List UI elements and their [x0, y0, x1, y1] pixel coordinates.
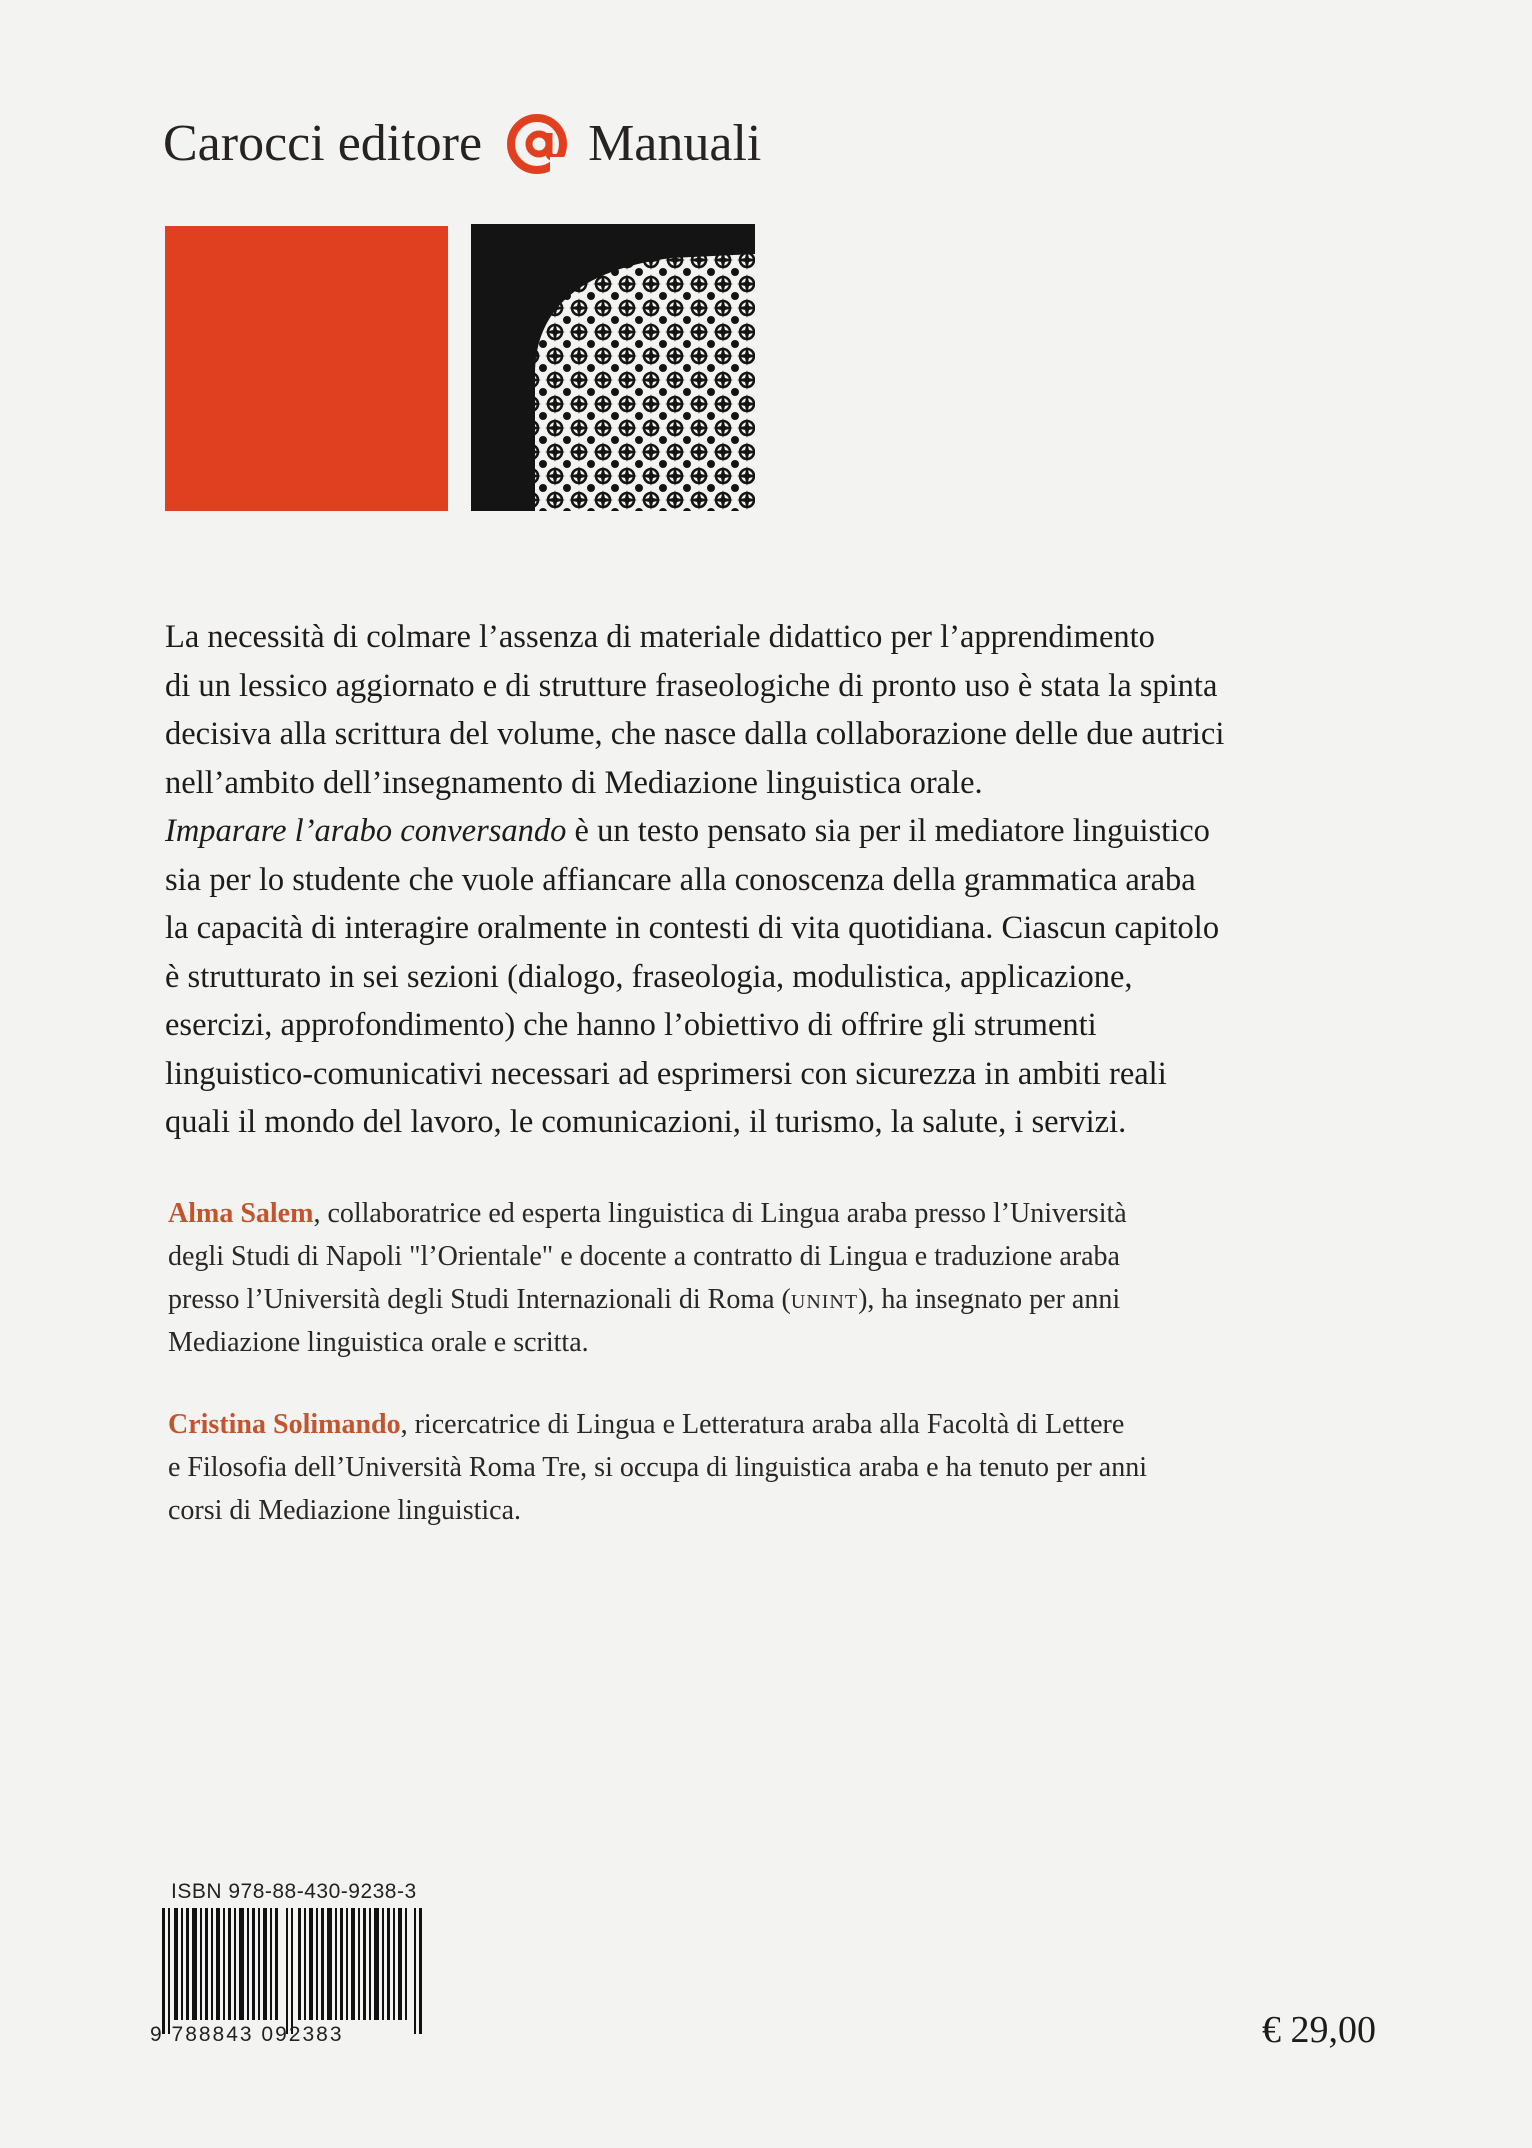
- bio-line: corsi di Mediazione linguistica.: [168, 1495, 522, 1526]
- university-abbreviation: unint: [790, 1284, 859, 1315]
- barcode-digits: 9 788843 092383: [150, 2023, 344, 2046]
- bio-line: Alma Salem, collaboratrice ed esperta linguistica di Lingua araba presso l’Università: [168, 1198, 1127, 1229]
- series-name: Manuali: [588, 115, 762, 172]
- bio-line: Mediazione linguistica orale e scritta.: [168, 1327, 589, 1358]
- description-line: decisiva alla scrittura del volume, che nasce dalla collaborazione delle due autrici: [165, 716, 1225, 752]
- description-line: sia per lo studente che vuole affiancare alla conoscenza della grammatica araba: [165, 861, 1196, 898]
- bio-line: degli Studi di Napoli "l’Orientale" e docente a contratto di Lingua e traduzione araba: [168, 1241, 1120, 1272]
- description-line: La necessità di colmare l’assenza di materiale didattico per l’apprendimento: [165, 619, 1155, 655]
- author-name: Cristina Solimando: [168, 1409, 401, 1440]
- description-line: esercizi, approfondimento) che hanno l’obiettivo di offrire gli strumenti: [165, 1007, 1097, 1043]
- description-line: di un lessico aggiornato e di strutture fraseologiche di pronto uso è stata la spinta: [165, 667, 1218, 704]
- description-line: la capacità di interagire oralmente in contesti di vita quotidiana. Ciascun capitolo: [165, 910, 1220, 946]
- book-description: [165, 613, 1415, 1147]
- bio-line: Cristina Solimando, ricercatrice di Lingua e Letteratura araba alla Facoltà di Lettere: [168, 1409, 1125, 1440]
- description-line: Imparare l’arabo conversando è un testo pensato sia per il mediatore linguistico: [165, 813, 1210, 849]
- description-line: nell’ambito dell’insegnamento di Mediazione linguistica orale.: [165, 764, 983, 801]
- book-title: Imparare l’arabo conversando: [165, 813, 567, 849]
- description-line: quali il mondo del lavoro, le comunicazioni, il turismo, la salute, i servizi.: [165, 1104, 1127, 1140]
- description-line: linguistico-comunicativi necessari ad esprimersi con sicurezza in ambiti reali: [165, 1055, 1167, 1092]
- description-line: è strutturato in sei sezioni (dialogo, fraseologia, modulistica, applicazione,: [165, 958, 1133, 995]
- publisher-header: [163, 113, 761, 175]
- red-block: [165, 226, 448, 511]
- price-label: € 29,00: [1262, 2009, 1376, 2051]
- publisher-name: Carocci editore: [163, 115, 483, 172]
- isbn-label: ISBN 978-88-430-9238-3: [171, 1880, 417, 1903]
- bio-line: e Filosofia dell’Università Roma Tre, si occupa di linguistica araba e ha tenuto per anni: [168, 1452, 1147, 1483]
- author-bio-salem: [168, 1192, 1398, 1364]
- author-name: Alma Salem: [168, 1198, 314, 1229]
- at-sign-logo-icon: [506, 113, 568, 175]
- author-bio-solimando: [168, 1403, 1398, 1532]
- bio-line: presso l’Università degli Studi Internazionali di Roma (unint), ha insegnato per anni: [168, 1284, 1121, 1315]
- islamic-lattice-arch-icon: [471, 224, 755, 511]
